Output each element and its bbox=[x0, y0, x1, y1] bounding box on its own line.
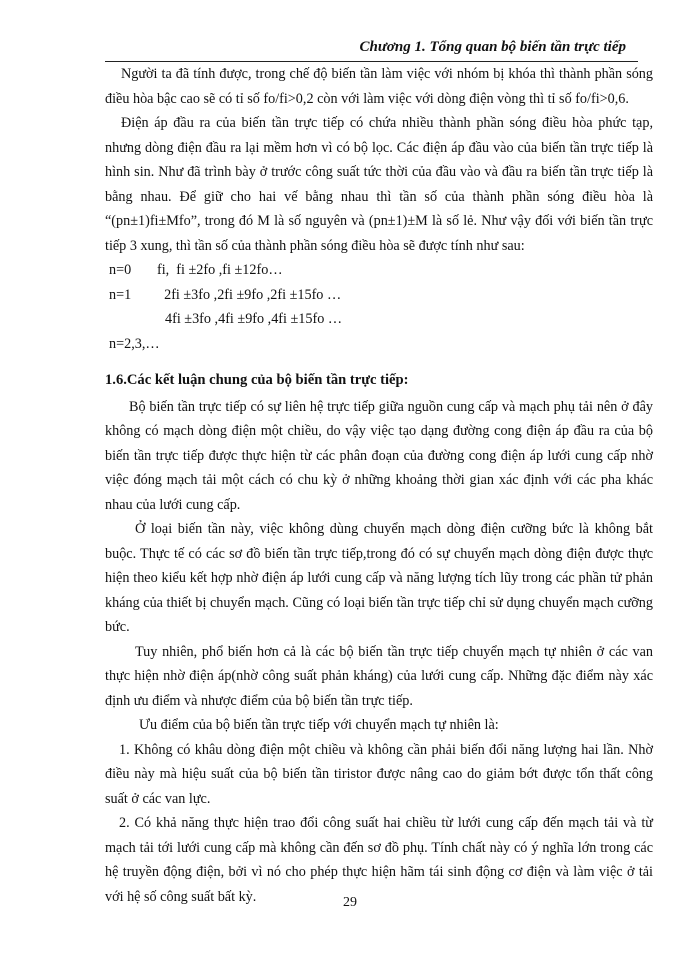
page-body bbox=[105, 62, 653, 909]
formula-line bbox=[105, 258, 653, 283]
formula-label: n=0 bbox=[109, 262, 132, 278]
formula-label: n=2,3,… bbox=[109, 335, 160, 352]
formula-label: n=1 bbox=[109, 286, 132, 303]
formula-line bbox=[105, 307, 653, 332]
formula-line bbox=[105, 283, 653, 308]
paragraph: Ở loại biến tần này, việc không dùng chuyển mạch dòng điện cưỡng bức là không bắt buộc. Thực tế có các sơ đồ biến tần trực tiếp,trong đó có sự chuyển mạch dòng điện được thực hiện theo kiểu kết hợp nhờ điện áp lưới cung cấp và năng lượng tích lũy trong các phần tử phản kháng của thiết bị chuyển mạch. Cũng có loại biến tần trực tiếp chỉ sử dụng chuyển mạch cưỡng bức. bbox=[105, 521, 653, 635]
page-number: 29 bbox=[343, 895, 357, 910]
paragraph: Ưu điểm của bộ biến tần trực tiếp với chuyển mạch tự nhiên là: bbox=[139, 717, 499, 733]
paragraph: Tuy nhiên, phổ biến hơn cả là các bộ biến tần trực tiếp chuyển mạch tự nhiên ở các van thực hiện nhờ điện áp(nhờ công suất phản kháng) của lưới cung cấp. Những đặc điểm này xác định ưu điểm và nhược điểm của bộ biến tần trực tiếp. bbox=[105, 643, 653, 709]
section-heading: 1.6.Các kết luận chung của bộ biến tần trực tiếp: bbox=[105, 372, 409, 388]
list-item: 1. Không có khâu dòng điện một chiều và không cần phải biến đổi năng lượng hai lần. Nhờ điều này mà hiệu suất của bộ biến tần tiristor được nâng cao do giảm bớt được tổn thất công suất ở các van lực. bbox=[105, 741, 653, 807]
page-header bbox=[105, 30, 638, 62]
list-item: 2. Có khả năng thực hiện trao đổi công suất hai chiều từ lưới cung cấp đến mạch tải và từ mạch tải tới lưới cung cấp mà không cần đến sơ đồ phụ. Tính chất này có ý nghĩa lớn trong các hệ truyền động điện, bởi vì nó cho phép thực hiện hãm tái sinh động cơ điện và làm việc ở tải với hệ số công suất bất kỳ. bbox=[105, 815, 653, 905]
formula-line bbox=[105, 332, 653, 357]
formula-expression: 2fi ±3fo ,2fi ±9fo ,2fi ±15fo … bbox=[157, 286, 342, 303]
paragraph: Bộ biến tần trực tiếp có sự liên hệ trực tiếp giữa nguồn cung cấp và mạch phụ tải nên ở đây không có mạch dòng điện một chiều, do vậy việc tạo dạng đường cong điện áp đầu ra của bộ biến tần trực tiếp được thực hiện từ các phân đoạn của đường cong điện áp lưới cung cấp nhờ việc đóng mạch tải một cách có chu kỳ ở những khoảng thời gian xác định với các pha khác nhau của lưới cung cấp. bbox=[105, 398, 653, 513]
harmonic-formulas bbox=[105, 258, 653, 356]
paragraph: Điện áp đầu ra của biến tần trực tiếp có chứa nhiều thành phần sóng điều hòa phức tạp, nhưng dòng điện đầu ra lại mềm hơn vì có bộ lọc. Các điện áp đầu vào của biến tần trực tiếp là hình sin. Như đã trình bày ở trước công suất tức thời của đầu vào và đầu ra biến tần trực tiếp là bằng nhau. Để giữ cho hai vế bằng nhau thì tần số của thành phần sóng điều hòa là “(pn±1)fi±Mfo”, trong đó M là số nguyên và (pn±1)±M là số lẻ. Như vậy đối với biến tần trực tiếp 3 xung, thì tần số của thành phần sóng điều hòa sẽ được tính như sau: bbox=[105, 115, 653, 254]
formula-expression: fi, fi ±2fo ,fi ±12fo… bbox=[157, 262, 283, 278]
formula-expression: 4fi ±3fo ,4fi ±9fo ,4fi ±15fo … bbox=[165, 311, 343, 327]
paragraph: Người ta đã tính được, trong chế độ biến tần làm việc với nhóm bị khóa thì thành phần sóng điều hòa bậc cao sẽ có tỉ số fo/fi>0,2 còn với làm việc với dòng điện vòng thì tỉ số fo/fi>0,6. bbox=[105, 66, 653, 107]
chapter-title: Chương 1. Tổng quan bộ biến tần trực tiếp bbox=[359, 39, 626, 55]
